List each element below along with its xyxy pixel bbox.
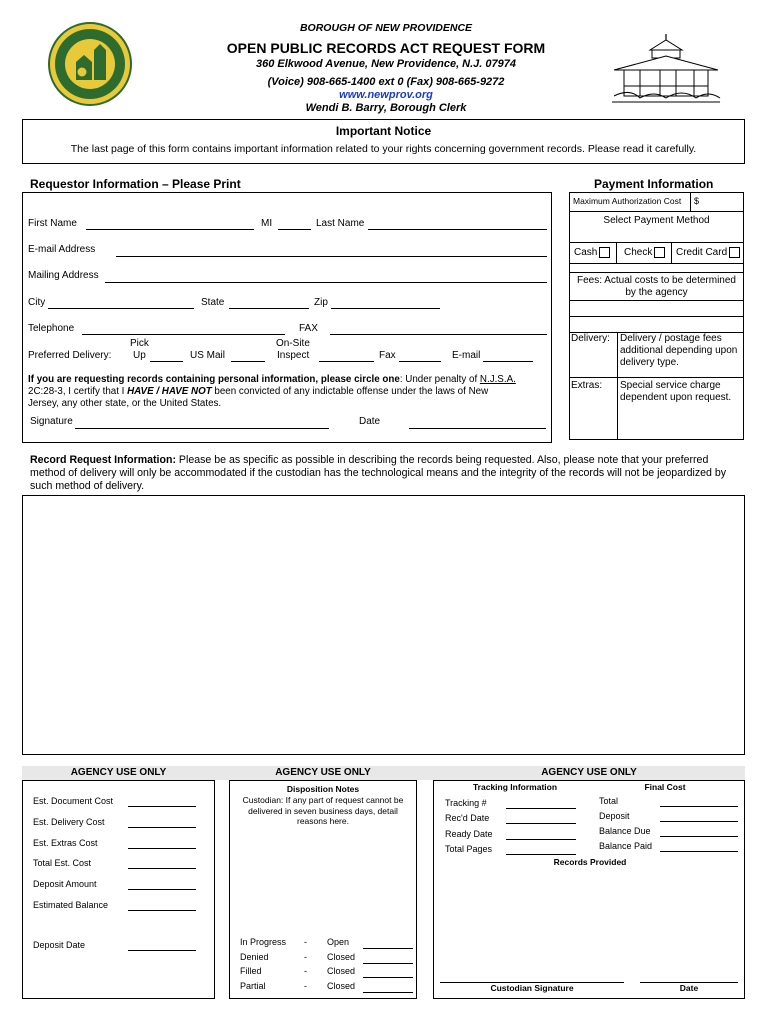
tracking-input[interactable]	[506, 839, 576, 840]
header-address: 360 Elkwood Avenue, New Providence, N.J. 07974	[255, 58, 517, 70]
fax-delivery-field[interactable]	[399, 361, 441, 362]
status-dash: -	[304, 966, 307, 976]
form-title: OPEN PUBLIC RECORDS ACT REQUEST FORM	[226, 40, 546, 56]
pick-label: Pick	[130, 338, 149, 349]
cost-field-input[interactable]	[128, 827, 196, 828]
payment-row-line	[569, 211, 744, 212]
cash-option[interactable]	[574, 247, 610, 258]
state-field[interactable]	[229, 308, 309, 309]
date-field[interactable]	[409, 428, 546, 429]
check-label: Check	[624, 247, 653, 259]
cost-field-input[interactable]	[128, 910, 196, 911]
pickup-label: Up	[133, 350, 146, 361]
website-link[interactable]: www.newprov.org	[339, 89, 433, 101]
final-cost-input[interactable]	[660, 821, 738, 822]
njsa-ref: N.J.S.A.	[479, 374, 516, 385]
last-name-field[interactable]	[368, 229, 547, 230]
mailing-label: Mailing Address	[28, 270, 99, 281]
final-cost-input[interactable]	[660, 806, 738, 807]
fax-delivery-label: Fax	[379, 350, 396, 361]
delivery-fee-text: Delivery / postage fees additional depending upon delivery type.	[620, 333, 738, 368]
payment-col-line	[617, 332, 618, 440]
max-auth-divider	[690, 193, 691, 211]
telephone-field[interactable]	[82, 334, 285, 335]
header-phone: (Voice) 908-665-1400 ext 0 (Fax) 908-665-9272	[267, 76, 505, 88]
status-result: Closed	[327, 966, 356, 976]
record-request-textarea[interactable]	[22, 495, 745, 755]
credit-card-label: Credit Card	[676, 247, 728, 259]
custodian-date-label: Date	[679, 983, 699, 993]
important-notice-box	[22, 119, 745, 164]
status-label: Filled	[240, 966, 262, 976]
payment-row-line	[569, 263, 744, 264]
final-cost-label: Balance Due	[599, 826, 651, 836]
status-label: Denied	[240, 951, 269, 962]
tracking-input[interactable]	[506, 808, 576, 809]
inspect-label: Inspect	[277, 350, 310, 361]
us-mail-label: US Mail	[190, 350, 226, 361]
disposition-text: Custodian: If any part of request cannot be delivered in seven business days, detail reasons here.	[242, 795, 404, 826]
check-option[interactable]	[624, 247, 665, 258]
final-cost-label: Total	[599, 796, 619, 806]
dollar-sign[interactable]: $	[694, 196, 700, 206]
cost-field-label: Est. Document Cost	[33, 796, 114, 806]
signature-label: Signature	[30, 416, 73, 427]
delivery-fee-label: Delivery:	[571, 333, 610, 344]
status-dash: -	[304, 951, 307, 962]
mi-label: MI	[261, 218, 273, 229]
email-delivery-label: E-mail	[452, 350, 481, 361]
status-result: Open	[327, 937, 350, 947]
tracking-input[interactable]	[506, 823, 576, 824]
have-not-option[interactable]: HAVE NOT	[161, 386, 212, 397]
email-delivery-field[interactable]	[483, 361, 533, 362]
record-request-text: Please be as specific as possible in describing the records being requested. Also, please note that your preferred method of delivery will only be accommodated if the custodian has the technological means and the integrity of the records will not be jeopardized by such method of delivery.	[30, 454, 727, 492]
tracking-label: Ready Date	[445, 828, 493, 839]
telephone-label: Telephone	[28, 323, 75, 334]
gazebo-illustration	[610, 30, 722, 106]
tracking-label: Rec'd Date	[445, 813, 490, 824]
borough-clerk: Wendi B. Barry, Borough Clerk	[305, 102, 467, 114]
status-label: Partial	[240, 980, 266, 991]
payment-heading: Payment Information	[594, 177, 714, 191]
cost-field-input[interactable]	[128, 889, 196, 890]
record-request-instructions	[30, 454, 742, 493]
onsite-label: On-Site	[276, 338, 310, 349]
cost-field-input[interactable]	[128, 806, 196, 807]
fax-label: FAX	[299, 323, 318, 334]
payment-col-line	[616, 243, 617, 263]
cash-label: Cash	[574, 247, 598, 259]
status-input[interactable]	[363, 948, 413, 949]
pickup-field[interactable]	[150, 361, 183, 362]
first-name-label: First Name	[28, 218, 77, 229]
final-cost-input[interactable]	[660, 836, 738, 837]
status-input[interactable]	[363, 992, 413, 993]
agency-use-heading-1: AGENCY USE ONLY	[70, 767, 167, 778]
fax-field[interactable]	[330, 334, 547, 335]
agency-use-heading-3: AGENCY USE ONLY	[541, 767, 637, 778]
deposit-date-field[interactable]	[128, 950, 196, 951]
onsite-inspect-field[interactable]	[319, 361, 374, 362]
payment-col-line	[671, 243, 672, 263]
credit-card-option[interactable]	[676, 247, 740, 258]
certify-text-1: 2C:28-3, I certify that I	[28, 386, 128, 397]
tracking-title: Tracking Information	[472, 782, 558, 792]
credit-card-checkbox[interactable]	[729, 247, 740, 258]
records-provided-title: Records Provided	[553, 857, 627, 867]
have-option[interactable]: HAVE	[127, 386, 154, 397]
tracking-label: Total Pages	[445, 843, 493, 854]
borough-seal-logo	[48, 22, 132, 106]
final-cost-label: Balance Paid	[599, 841, 653, 851]
personal-info-certification	[28, 374, 546, 410]
status-result: Closed	[327, 980, 356, 991]
extras-label: Extras:	[571, 380, 603, 391]
zip-field[interactable]	[331, 308, 440, 309]
cost-field-label: Total Est. Cost	[33, 858, 92, 869]
max-auth-label: Maximum Authorization Cost	[573, 196, 682, 206]
disposition-title: Disposition Notes	[286, 784, 360, 794]
final-cost-title: Final Cost	[644, 782, 686, 792]
extras-text: Special service charge dependent upon request.	[620, 380, 732, 403]
cost-field-input[interactable]	[128, 848, 196, 849]
final-cost-label: Deposit	[599, 811, 630, 821]
tracking-label: Tracking #	[445, 798, 487, 808]
status-result: Closed	[327, 951, 356, 962]
personal-info-bold: If you are requesting records containing personal information, please circle one	[28, 374, 400, 385]
payment-row-line	[569, 300, 744, 301]
cost-field-label: Est. Delivery Cost	[33, 816, 105, 827]
status-dash: -	[304, 980, 307, 991]
city-field[interactable]	[48, 308, 194, 309]
us-mail-field[interactable]	[231, 361, 265, 362]
requestor-heading: Requestor Information – Please Print	[30, 177, 241, 191]
notice-title: Important Notice	[335, 124, 432, 138]
check-checkbox[interactable]	[654, 247, 665, 258]
payment-row-line	[569, 272, 744, 273]
state-label: State	[201, 297, 225, 308]
final-cost-input[interactable]	[660, 851, 738, 852]
city-label: City	[28, 297, 46, 308]
email-label: E-mail Address	[28, 244, 96, 255]
cost-field-label: Estimated Balance	[33, 900, 109, 910]
mailing-field[interactable]	[105, 282, 547, 283]
record-request-label: Record Request Information:	[30, 454, 176, 466]
date-label: Date	[359, 416, 381, 427]
signature-field[interactable]	[75, 428, 329, 429]
status-label: In Progress	[240, 937, 287, 947]
last-name-label: Last Name	[316, 218, 365, 229]
deposit-date-label: Deposit Date	[33, 940, 86, 950]
agency-use-heading-2: AGENCY USE ONLY	[275, 767, 371, 778]
status-input[interactable]	[363, 963, 413, 964]
payment-row-line	[569, 377, 744, 378]
certify-text-2: been convicted of any indictable offense under the laws of New	[211, 386, 489, 397]
certify-text-3: Jersey, any other state, or the United States.	[28, 398, 222, 409]
payment-row-line	[569, 316, 744, 317]
borough-name: BOROUGH OF NEW PROVIDENCE	[299, 22, 473, 34]
status-dash: -	[304, 937, 307, 947]
cost-field-input[interactable]	[128, 868, 196, 869]
status-input[interactable]	[363, 977, 413, 978]
tracking-input[interactable]	[506, 854, 576, 855]
have-slash: /	[153, 386, 162, 397]
payment-row-line	[569, 242, 744, 243]
personal-info-rest: : Under penalty of	[399, 374, 480, 385]
cost-field-label: Est. Extras Cost	[33, 837, 98, 848]
zip-label: Zip	[314, 297, 328, 308]
fees-text: Fees: Actual costs to be determined by the agency	[577, 275, 736, 298]
notice-text: The last page of this form contains important information related to your rights concerning government records. Please read it carefully.	[70, 143, 697, 155]
cash-checkbox[interactable]	[599, 247, 610, 258]
cost-field-label: Deposit Amount	[33, 879, 97, 890]
select-method-label: Select Payment Method	[603, 215, 710, 226]
custodian-signature-label: Custodian Signature	[490, 983, 574, 993]
first-name-field[interactable]	[86, 229, 254, 230]
mi-field[interactable]	[278, 229, 311, 230]
preferred-delivery-label: Preferred Delivery:	[28, 350, 112, 361]
email-field[interactable]	[116, 256, 547, 257]
